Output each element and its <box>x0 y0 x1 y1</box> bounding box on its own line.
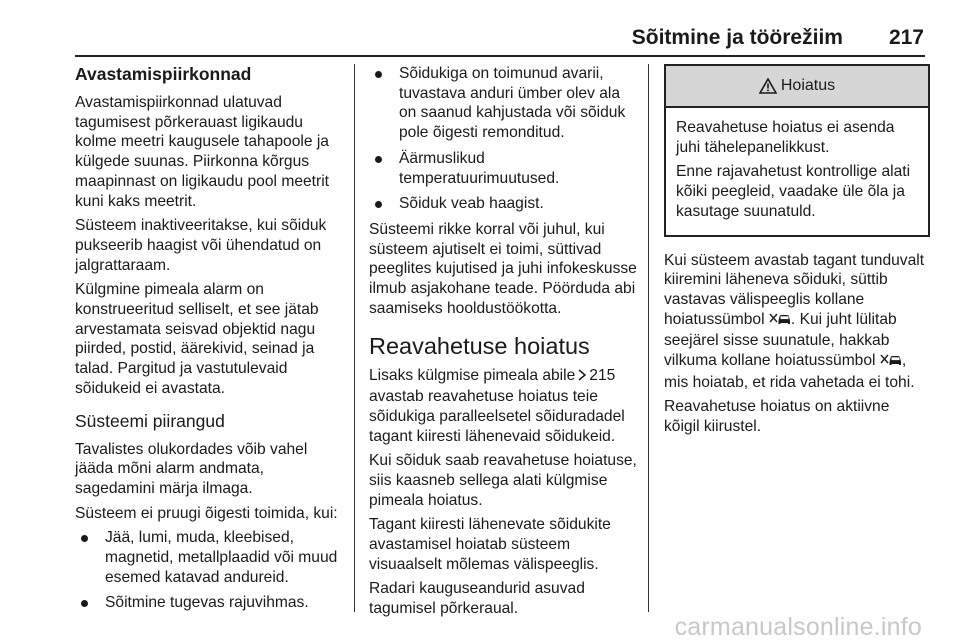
bullet-icon <box>81 535 88 542</box>
paragraph: Radari kauguseandurid asuvad tagumisel põrkeraual. <box>369 580 585 618</box>
paragraph: Tavalistes olukordades võib vahel jääda mõni alarm andmata, sagedamini märja ilmaga. <box>75 440 308 497</box>
header-rule <box>75 55 925 57</box>
paragraph: Tagant kiiresti lähenevate sõidukite avastamisel hoiatab süsteem visuaalselt mõlemas välispeeglis. <box>369 516 611 573</box>
warning-header <box>666 66 928 108</box>
paragraph: Kui sõiduk saab reavahetuse hoiatuse, siis kaasneb sellega alati külgmise pimeala hoiatus. <box>369 452 637 509</box>
paragraph-with-symbols: Kui süsteem avastab tagant tunduvalt kiiremini läheneva sõiduki, süttib vastavas välispeeglis kollane hoiatussümbol . Kui juht lülitab seejärel sisse suunatule, hakkab vilkuma kollane hoiatussümbol , mis hoiatab, et rida vahetada ei tohi. <box>664 251 925 391</box>
warning-text: Enne rajavahetust kontrollige alati kõiki peegleid, vaadake üle õla ja kasutage suunatuld. <box>676 163 911 220</box>
page-reference-arrow-icon <box>577 367 587 387</box>
section-heading-detection-zones: Avastamispiirkonnad <box>75 64 252 84</box>
blind-spot-car-icon <box>880 353 902 373</box>
warning-box <box>664 64 930 237</box>
blind-spot-car-icon <box>769 312 791 332</box>
column-divider-1 <box>354 64 355 612</box>
column-2 <box>369 64 639 624</box>
list-item: Sõitmine tugevas rajuvihmas. <box>75 593 347 613</box>
page-reference-link[interactable]: 215 <box>589 367 616 385</box>
bullet-icon <box>81 600 88 607</box>
bullet-icon <box>375 156 382 163</box>
list-item: Sõidukiga on toimunud avarii, tuvastava anduri ümber olev ala on saanud kahjustada või sõiduk pole õigesti remonditud. <box>369 64 639 143</box>
header-title: Sõitmine ja töörežiim <box>631 26 843 49</box>
paragraph: Süsteem inaktiveeritakse, kui sõiduk pukseerib haagist või ühendatud on jalgrattaraam. <box>75 217 327 274</box>
bullet-list <box>369 64 639 214</box>
column-3 <box>664 64 928 442</box>
bullet-icon <box>375 201 382 208</box>
warning-body <box>666 108 928 235</box>
paragraph: Avastamispiirkonnad ulatuvad tagumisest põrkerauast ligikaudu kolme meetri kaugusele tahapoole ja külgede suunas. Piirkonna kõrgus maapinnast on ligikaudu pool meetrit kuni kaks meetrit. <box>75 94 329 210</box>
list-item: Äärmuslikud temperatuurimuutused. <box>369 149 639 188</box>
page-number: 217 <box>888 26 924 49</box>
watermark-text: carmanualsonline.info <box>674 613 922 641</box>
page-header <box>0 26 924 54</box>
column-divider-2 <box>648 64 649 612</box>
watermark <box>0 613 960 642</box>
paragraph: Süsteem ei pruugi õigesti toimida, kui: <box>75 504 338 522</box>
paragraph: Külgmine pimeala alarm on konstrueeritud selliselt, et see jätab arvestamata seisvad objektid nagu piirded, postid, äärekivid, seinad ja talad. Pargitud ja vastutulevaid sõidukeid ei avastata. <box>75 281 319 397</box>
list-item: Sõiduk veab haagist. <box>369 194 639 214</box>
section-heading-lane-change-alert: Reavahetuse hoiatus <box>369 333 590 360</box>
list-item: Jää, lumi, muda, kleebised, magnetid, metallplaadid või muud esemed katavad andureid. <box>75 528 347 587</box>
warning-title: Hoiatus <box>780 77 836 95</box>
section-heading-system-limits: Süsteemi piirangud <box>75 410 225 431</box>
paragraph-with-reference: Lisaks külgmise pimeala abile 215 avastab reavahetuse hoiatus teie sõidukiga paralleelsetel sõiduradadel tagant kiiresti lähenevaid sõidukeid. <box>369 367 625 445</box>
bullet-list <box>75 528 347 613</box>
paragraph: Reavahetuse hoiatus on aktiivne kõigil kiirustel. <box>664 398 890 436</box>
paragraph: Süsteemi rikke korral või juhul, kui süsteem ajutiselt ei toimi, süttivad peeglites kujutised ja juhi infokeskusse ilmub asjakohane teade. Pöörduda abi saamiseks hooldustöökotta. <box>369 220 637 317</box>
warning-triangle-icon <box>759 78 777 94</box>
column-1 <box>75 64 347 619</box>
warning-text: Reavahetuse hoiatus ei asenda juhi tähelepanelikkust. <box>676 119 895 156</box>
bullet-icon <box>375 71 382 78</box>
